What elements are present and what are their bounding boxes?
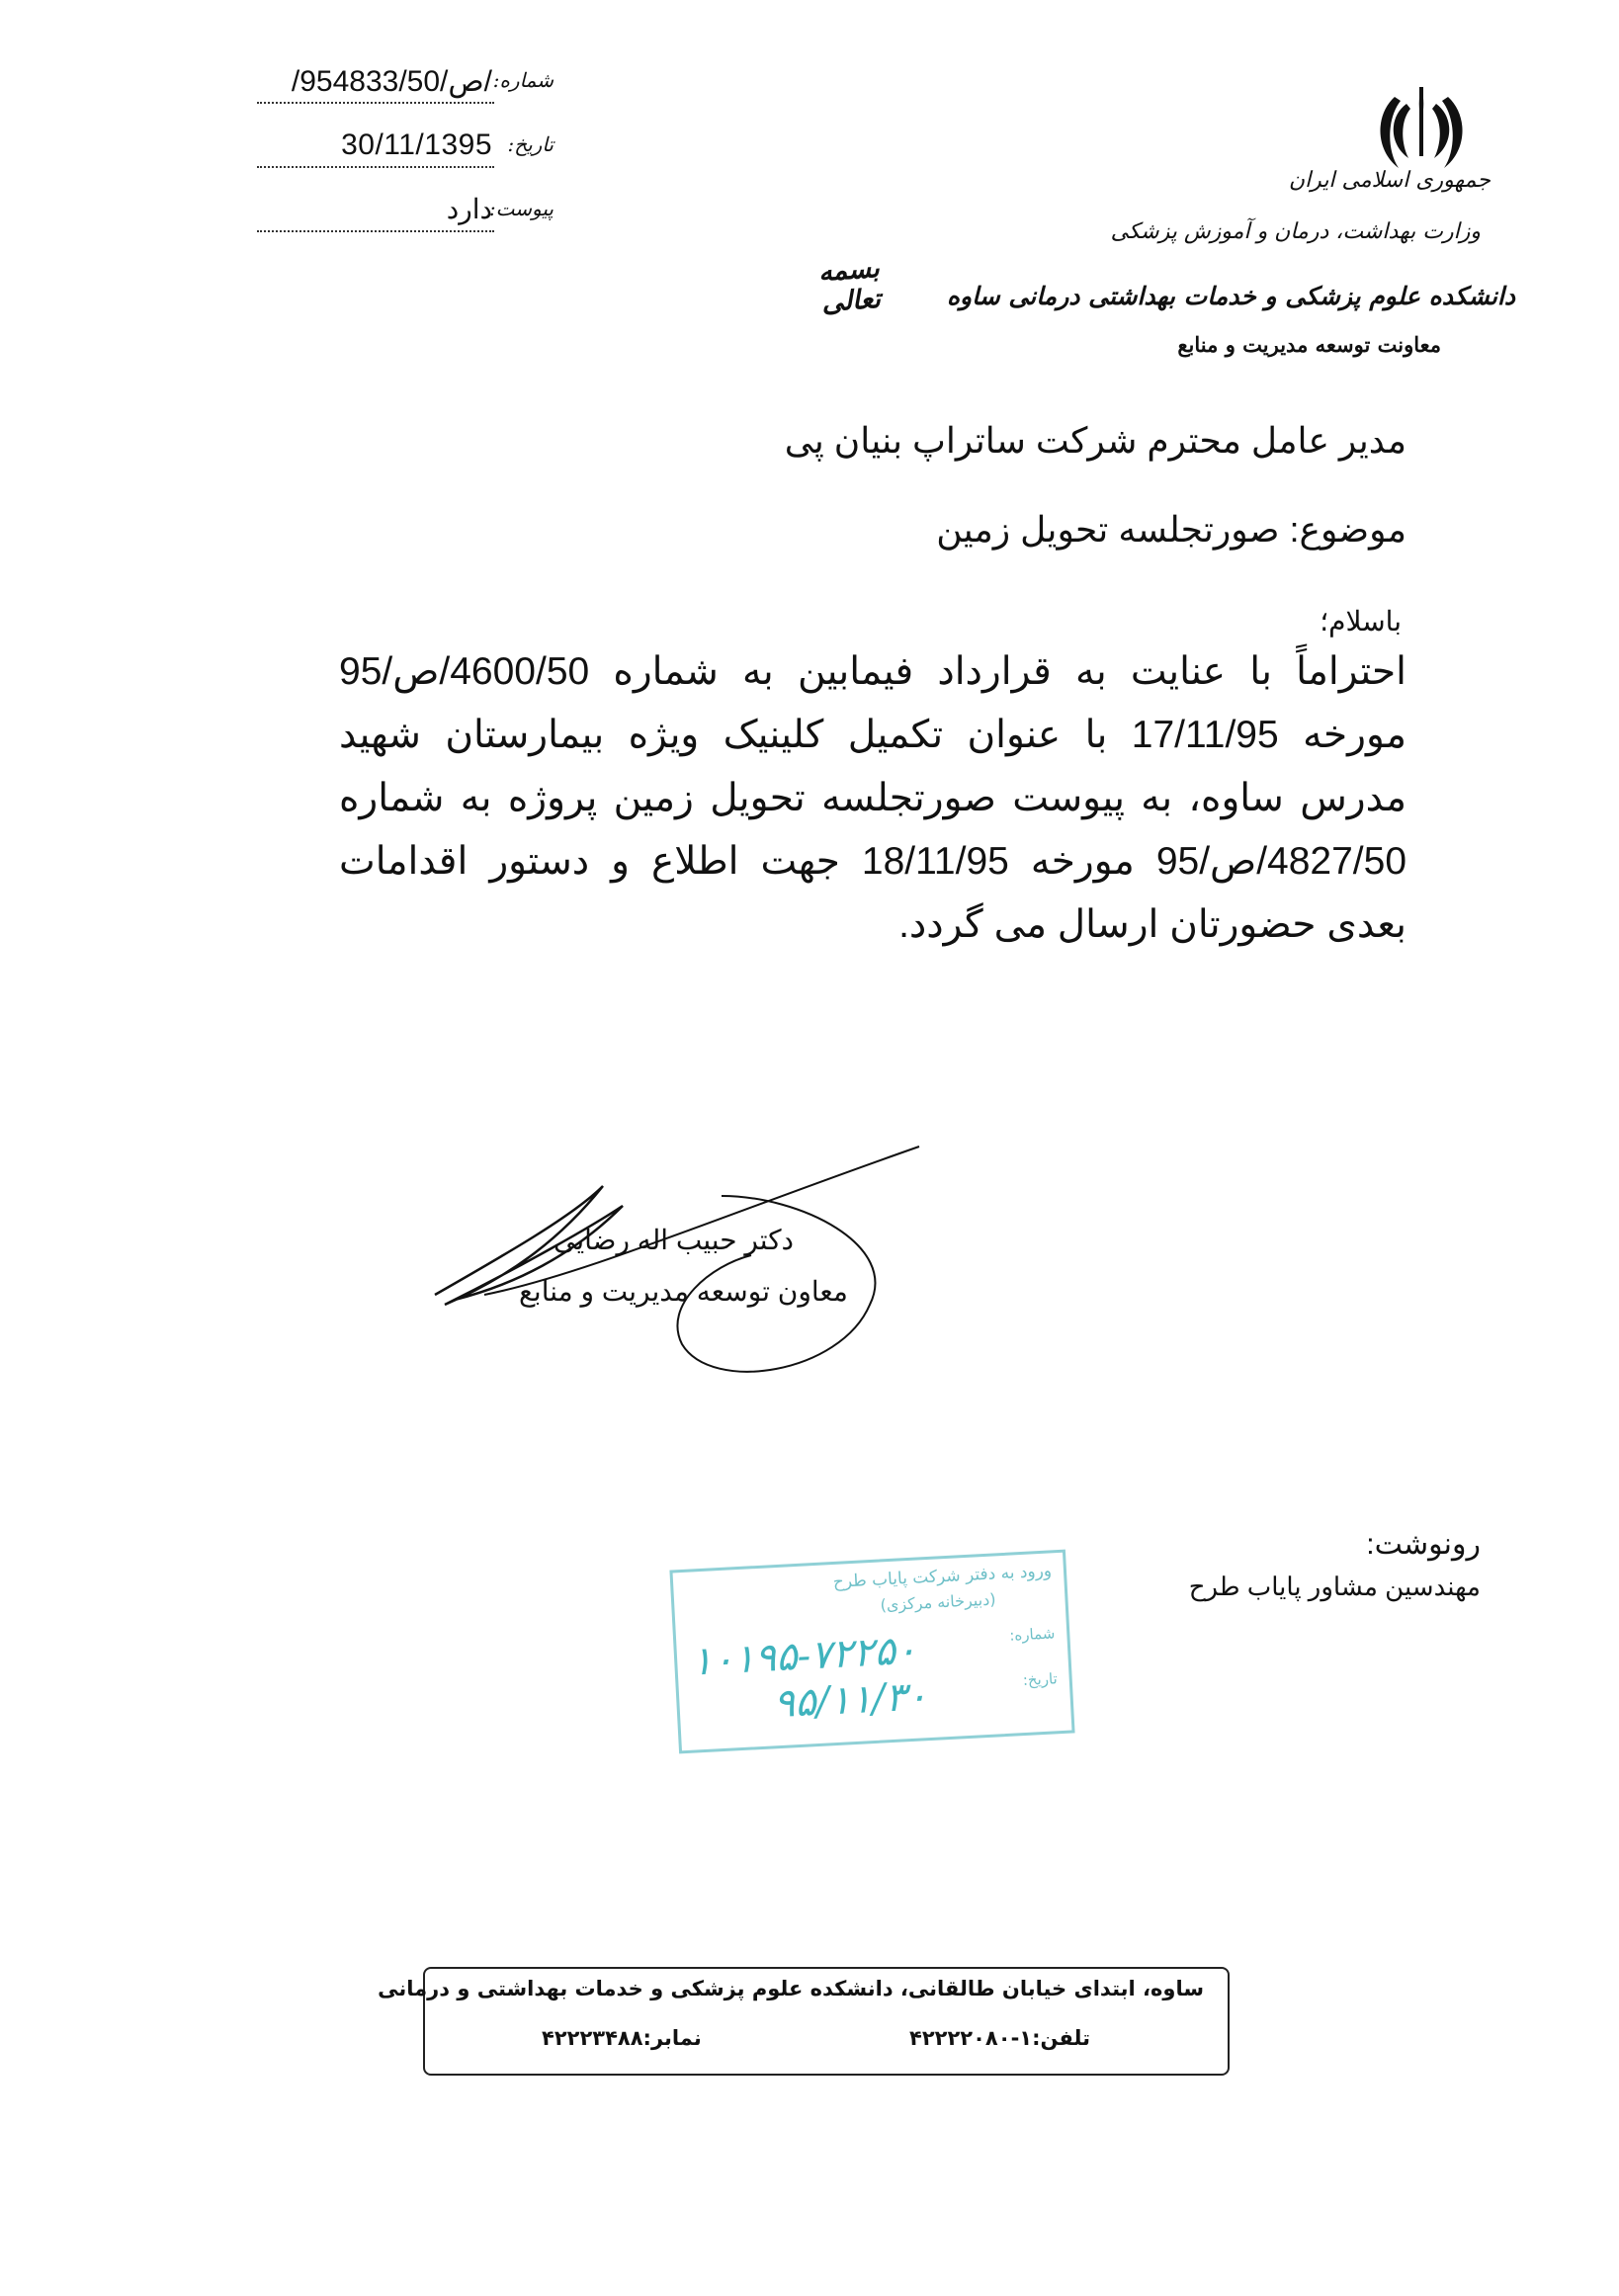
subject: موضوع: صورتجلسه تحویل زمین xyxy=(936,509,1406,550)
recipient: مدیر عامل محترم شرکت ساتراپ بنیان پی xyxy=(784,420,1406,461)
signatory-title: معاون توسعه مدیریت و منابع xyxy=(519,1276,848,1307)
incoming-stamp xyxy=(669,1550,1074,1754)
footer-phone: تلفن:۱-۴۲۲۲۲۰۸۰ xyxy=(909,2026,1090,2050)
letter-date-field xyxy=(257,128,554,170)
stamp-line2: (دبیرخانه مرکزی) xyxy=(880,1589,996,1615)
letterhead-university: دانشکده علوم پزشکی و خدمات بهداشتی درمانی ساوه xyxy=(946,282,1515,310)
signatory-name: دکتر حبیب اله رضایی xyxy=(554,1225,795,1255)
dotted-line xyxy=(257,230,494,232)
letter-number-value: /95ص/4833/50/ xyxy=(291,65,492,98)
stamp-date-label: تاریخ: xyxy=(1022,1669,1059,1690)
letter-date-value: 30/11/1395 xyxy=(341,128,492,161)
letter-date-label: تاریخ: xyxy=(507,132,554,156)
footer-address: ساوه، ابتدای خیابان طالقانی، دانشکده علوم پزشکی و خدمات بهداشتی و درمانی xyxy=(378,1977,1204,2000)
letter-number-label: شماره: xyxy=(492,68,554,92)
letter-body: احتراماً با عنایت به قرارداد فیمابین به شماره 4600/50/ص/95 مورخه 17/11/95 با عنوان تکمیل کلینیک ویژه بیمارستان شهید مدرس ساوه، به پیوست صورتجلسه تحویل زمین پروژه به شماره 4827/50/ص/95 مورخه 18/11/95 جهت اطلاع و دستور اقدامات بعدی حضورتان ارسال می گردد. xyxy=(339,650,1407,946)
footer-fax: نمابر:۴۲۲۲۳۴۸۸ xyxy=(542,2026,702,2050)
dotted-line xyxy=(257,166,494,168)
stamp-date-value: ۹۵/۱۱/۳۰ xyxy=(772,1673,929,1728)
letterhead-country: جمهوری اسلامی ایران xyxy=(1288,168,1491,193)
greeting: باسلام؛ xyxy=(1320,606,1402,637)
letter-attachment-field xyxy=(257,193,554,234)
invocation: بسمه تعالی xyxy=(817,252,882,318)
letterhead-department: معاونت توسعه مدیریت و منابع xyxy=(1177,332,1441,357)
dotted-line xyxy=(257,102,494,104)
stamp-number-label: شماره: xyxy=(1008,1624,1056,1645)
stamp-line1: ورود به دفتر شرکت پایاب طرح xyxy=(832,1561,1053,1592)
iran-emblem-icon xyxy=(1367,79,1476,178)
cc-label: رونوشت: xyxy=(1366,1528,1481,1561)
letter-attachment-label: پیوست: xyxy=(488,197,554,220)
letterhead-ministry: وزارت بهداشت، درمان و آموزش پزشکی xyxy=(1110,219,1481,244)
letter-number-field xyxy=(257,64,554,106)
stamp-number-value: ۱۰۱۹۵-۷۲۲۵۰ xyxy=(690,1627,918,1685)
letter-attachment-value: دارد xyxy=(446,194,492,224)
cc-recipient: مهندسین مشاور پایاب طرح xyxy=(1188,1572,1481,1601)
signature-scribble xyxy=(425,1137,939,1394)
